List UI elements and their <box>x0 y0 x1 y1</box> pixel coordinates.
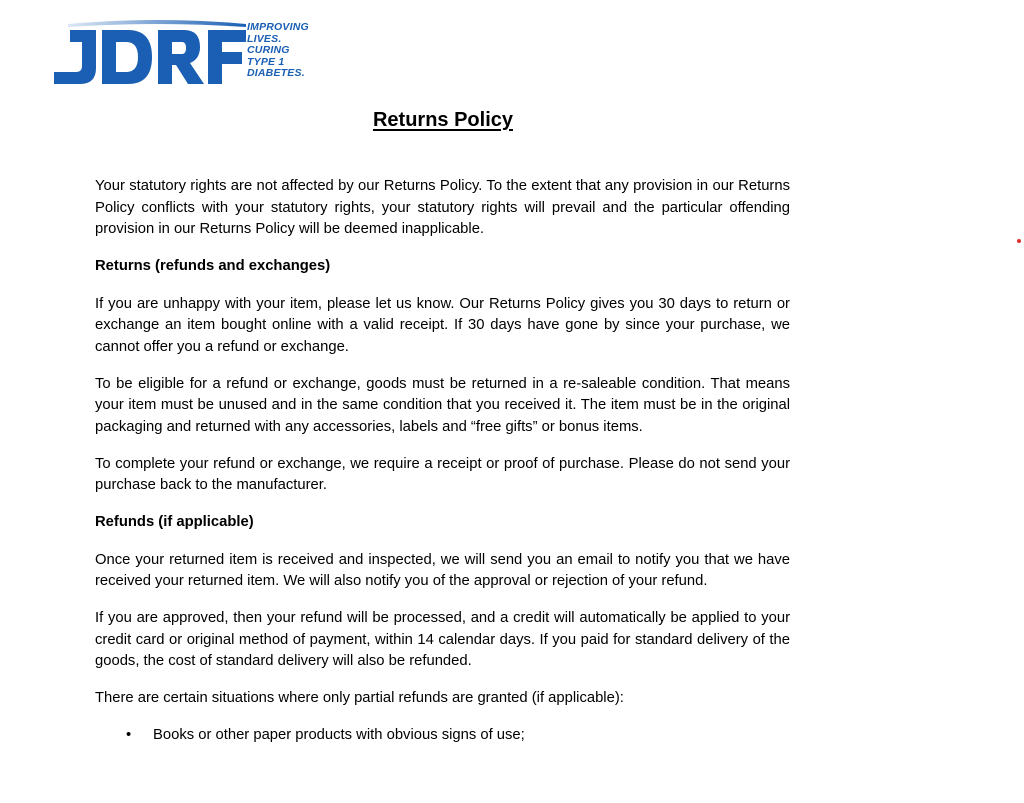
tagline-line: TYPE 1 <box>247 55 285 68</box>
bullet-list <box>95 725 790 747</box>
tagline-line: CURING <box>247 44 290 56</box>
tagline-line: IMPROVING <box>247 21 309 33</box>
jdrf-logo <box>48 12 338 92</box>
bullet-icon: • <box>126 727 132 743</box>
tagline-line: DIABETES. <box>247 67 305 79</box>
paragraph: To be eligible for a refund or exchange, goods must be returned in a re-saleable condition. That means your item must be unused and in the same condition that you received it. The item must be in the original packaging and returned with any accessories, labels and “free gifts” or bonus items. <box>95 375 790 435</box>
list-item-text: Books or other paper products with obvious signs of use; <box>153 727 525 743</box>
paragraph: If you are unhappy with your item, please let us know. Our Returns Policy gives you 30 days to return or exchange an item bought online with a valid receipt. If 30 days have gone by since your purchase, we cannot offer you a refund or exchange. <box>95 295 790 355</box>
document-body <box>95 176 790 747</box>
tagline-line: LIVES. <box>247 32 282 45</box>
paragraph: To complete your refund or exchange, we require a receipt or proof of purchase. Please do not send your purchase back to the manufacturer. <box>95 455 790 493</box>
intro-paragraph: Your statutory rights are not affected by our Returns Policy. To the extent that any provision in our Returns Policy conflicts with your statutory rights, your statutory rights will prevail and the particular offending provision in our Returns Policy will be deemed inapplicable. <box>95 178 790 237</box>
jdrf-logo-mark <box>48 18 248 92</box>
logo-tagline <box>247 22 309 80</box>
section-heading-returns: Returns (refunds and exchanges) <box>95 258 331 274</box>
paragraph: There are certain situations where only partial refunds are granted (if applicable): <box>95 690 624 706</box>
paragraph: Once your returned item is received and inspected, we will send you an email to notify you that we have received your returned item. We will also notify you of the approval or rejection of your refund. <box>95 551 790 589</box>
list-item <box>95 725 790 747</box>
paragraph: If you are approved, then your refund will be processed, and a credit will automatically be applied to your credit card or original method of payment, within 14 calendar days. If you paid for standard delivery of the goods, the cost of standard delivery will also be refunded. <box>95 610 790 669</box>
page-title: Returns Policy <box>372 109 514 131</box>
section-heading-refunds: Refunds (if applicable) <box>95 514 254 530</box>
stray-dot <box>1017 239 1021 243</box>
